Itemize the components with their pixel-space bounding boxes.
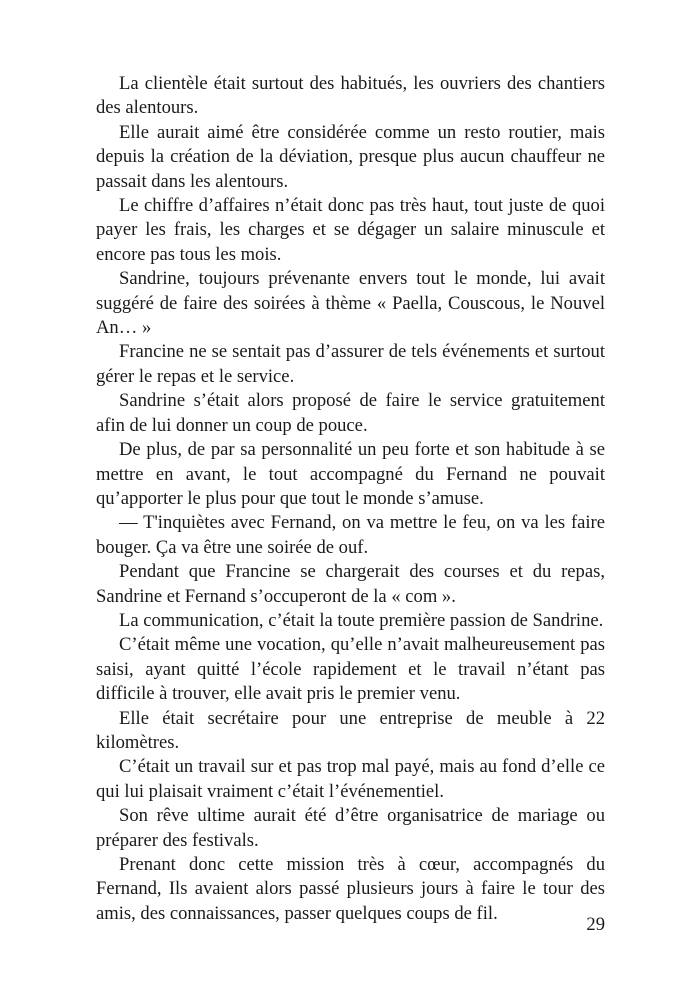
page-number: 29 xyxy=(586,914,605,935)
paragraph: La clientèle était surtout des habitués, les ouvriers des chantiers des alentours. xyxy=(96,73,605,119)
paragraph: C’était un travail sur et pas trop mal payé, mais au fond d’elle ce qui lui plaisait vraiment c’était l’événementiel. xyxy=(96,756,605,802)
paragraph: Elle aurait aimé être considérée comme un resto routier, mais depuis la création de la déviation, presque plus aucun chauffeur ne passait dans les alentours. xyxy=(96,121,605,192)
paragraph: — T'inquiètes avec Fernand, on va mettre le feu, on va les faire bouger. Ça va être une soirée de ouf. xyxy=(96,512,605,558)
paragraph: Sandrine, toujours prévenante envers tout le monde, lui avait suggéré de faire des soirées à thème « Paella, Couscous, le Nouvel An… » xyxy=(96,268,605,339)
paragraph: Sandrine s’était alors proposé de faire le service gratuitement afin de lui donner un coup de pouce. xyxy=(96,390,605,436)
paragraph: De plus, de par sa personnalité un peu forte et son habitude à se mettre en avant, le tout accompagné du Fernand ne pouvait qu’apporter le plus pour que tout le monde s’amuse. xyxy=(96,439,605,509)
page-body xyxy=(96,72,605,926)
paragraph: Elle était secrétaire pour une entreprise de meuble à 22 kilomètres. xyxy=(96,707,605,753)
paragraph: C’était même une vocation, qu’elle n’avait malheureusement pas saisi, ayant quitté l’école rapidement et le travail n’étant pas difficile à trouver, elle avait pris le premier venu. xyxy=(96,634,605,705)
paragraph: Son rêve ultime aurait été d’être organisatrice de mariage ou préparer des festivals. xyxy=(96,805,605,851)
paragraph: Pendant que Francine se chargerait des courses et du repas, Sandrine et Fernand s’occuperont de la « com ». xyxy=(96,561,605,607)
paragraph: La communication, c’était la toute première passion de Sandrine. xyxy=(119,609,604,631)
paragraph: Prenant donc cette mission très à cœur, accompagnés du Fernand, Ils avaient alors passé plusieurs jours à faire le tour des amis, des connaissances, passer quelques coups de fil. xyxy=(96,854,605,924)
paragraph: Le chiffre d’affaires n’était donc pas très haut, tout juste de quoi payer les frais, les charges et se dégager un salaire minuscule et encore pas tous les mois. xyxy=(96,195,605,265)
paragraph: Francine ne se sentait pas d’assurer de tels événements et surtout gérer le repas et le service. xyxy=(96,341,605,387)
